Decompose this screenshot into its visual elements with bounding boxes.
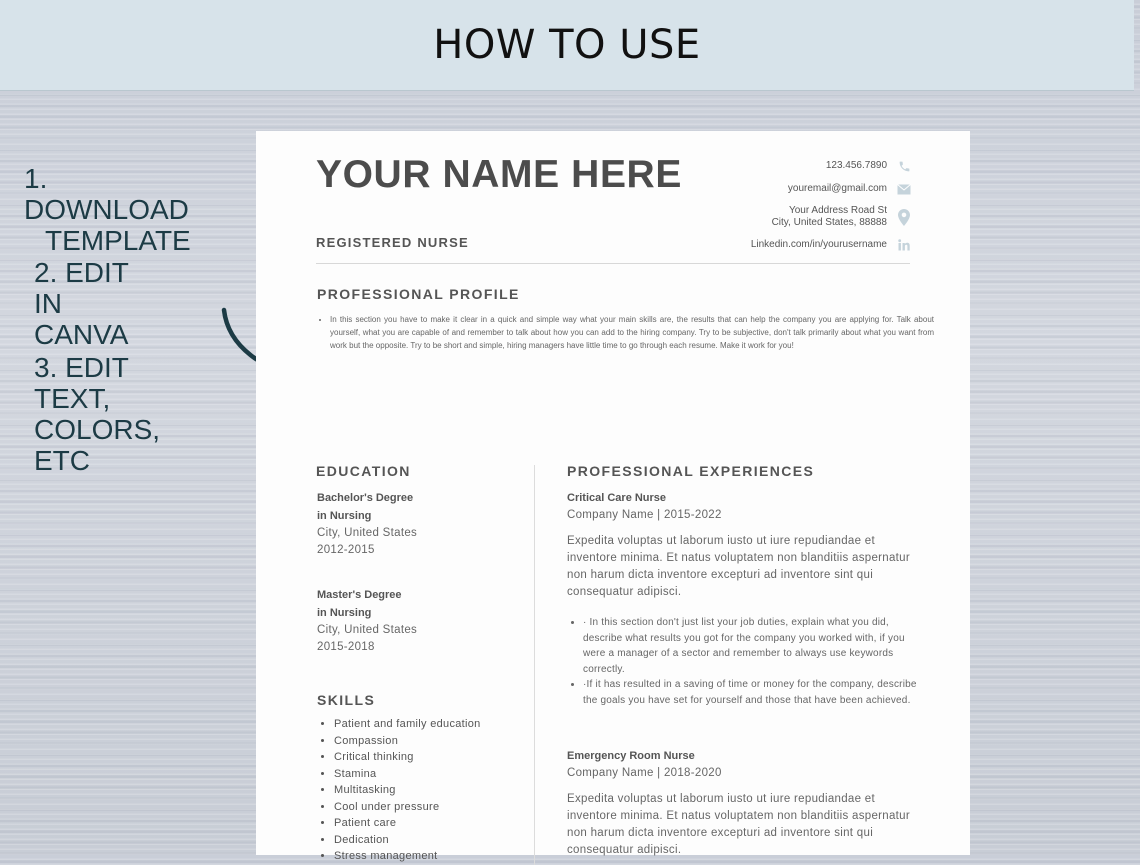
job-description: Expedita voluptas ut laborum iusto ut iure repudiandae et inventore minima. Et natus voluptatem non blanditiis aspernatur non harum dicta inventore excepturi ad inventore sint qui consequatur adipisci. <box>567 535 910 598</box>
contact-block <box>612 159 912 261</box>
address-line-1: Your Address Road St <box>788 205 887 216</box>
job-bullet: • · In this section don't just list your job duties, explain what you did, describe what results you got for the company you worked with, if you were a manager of a sector and remember to always use keywords correctly. <box>583 615 923 677</box>
email-text: youremail@gmail.com <box>787 183 887 194</box>
experience-heading: PROFESSIONAL EXPERIENCES <box>567 463 815 479</box>
phone-icon <box>896 159 912 173</box>
job-bullet: • ·If it has resulted in a saving of time or money for the company, describe the goals you have set for yourself and those that have been achieved. <box>583 677 923 708</box>
job-entry <box>567 489 923 708</box>
mail-icon <box>896 182 912 196</box>
skill-item: • Patient care <box>334 815 481 832</box>
resume-role: REGISTERED NURSE <box>316 235 469 250</box>
linkedin-icon <box>896 238 912 252</box>
phone-text: 123.456.7890 <box>825 160 887 171</box>
column-divider <box>534 465 535 865</box>
job-bullets <box>567 615 923 708</box>
profile-heading: PROFESSIONAL PROFILE <box>317 286 520 302</box>
skill-item: • Multitasking <box>334 782 481 799</box>
profile-section <box>316 313 934 352</box>
degree-line-1: Master's Degree <box>317 589 402 601</box>
education-years: 2015-2018 <box>317 641 375 653</box>
address-line-2: City, United States, 88888 <box>771 217 887 228</box>
profile-text: • In this section you have to make it clear in a quick and simple way what your main skills are, the results that can help the company you are applying for. Talk about yourself, what you are capable of and remember to talk about how you can add to the hiring company. Try to be subjective, don't talk primarily about what you want from work but the opposite. Try to be short and simple, hiring managers have little time to go through each resume. Make it work for you! <box>330 313 934 352</box>
step-3-line-1: 3. EDIT TEXT, <box>34 352 129 414</box>
banner-title: HOW TO USE <box>433 22 701 68</box>
skill-item: • Critical thinking <box>334 749 481 766</box>
skill-item: • Dedication <box>334 832 481 849</box>
step-2-line-2: CANVA <box>34 319 129 350</box>
skill-item: • Stress management <box>334 848 481 865</box>
location-icon <box>896 210 912 224</box>
resume-page <box>256 131 970 862</box>
job-company: Company Name | 2015-2022 <box>567 509 722 521</box>
step-2-line-1: 2. EDIT IN <box>34 257 129 319</box>
linkedin-text: Linkedin.com/in/yourusername <box>750 239 887 250</box>
job-company: Company Name | 2018-2020 <box>567 767 722 779</box>
contact-email <box>612 182 912 196</box>
step-2 <box>34 257 128 350</box>
degree-line-2: in Nursing <box>317 510 372 522</box>
header-divider <box>316 263 910 264</box>
contact-phone <box>612 159 912 173</box>
skill-item: • Stamina <box>334 766 481 783</box>
address-text <box>772 205 887 229</box>
skill-item: • Cool under pressure <box>334 799 481 816</box>
skills-list <box>316 716 481 865</box>
job-entry <box>567 747 917 859</box>
degree-line-2: in Nursing <box>317 607 372 619</box>
contact-address <box>612 205 912 229</box>
step-1-line-1: 1. DOWNLOAD <box>24 163 189 225</box>
skills-heading: SKILLS <box>317 692 376 708</box>
step-1 <box>24 163 191 256</box>
job-title: Critical Care Nurse <box>567 492 667 504</box>
education-years: 2012-2015 <box>317 544 375 556</box>
education-location: City, United States <box>317 624 418 636</box>
step-1-line-2: TEMPLATE <box>45 225 191 256</box>
education-item <box>317 586 417 656</box>
education-item <box>317 489 417 559</box>
step-3 <box>34 352 160 476</box>
skill-item: • Patient and family education <box>334 716 481 733</box>
resume-name: YOUR NAME HERE <box>316 153 682 196</box>
education-location: City, United States <box>317 527 418 539</box>
step-3-line-2: COLORS, ETC <box>34 414 161 476</box>
contact-linkedin <box>612 238 912 252</box>
job-title: Emergency Room Nurse <box>567 750 695 762</box>
job-description: Expedita voluptas ut laborum iusto ut iure repudiandae et inventore minima. Et natus voluptatem non blanditiis aspernatur non harum dicta inventore excepturi ad inventore sint qui consequatur adipisci. <box>567 793 910 856</box>
degree-line-1: Bachelor's Degree <box>317 492 414 504</box>
skill-item: • Compassion <box>334 733 481 750</box>
education-heading: EDUCATION <box>316 463 411 479</box>
how-to-use-banner <box>0 0 1134 91</box>
